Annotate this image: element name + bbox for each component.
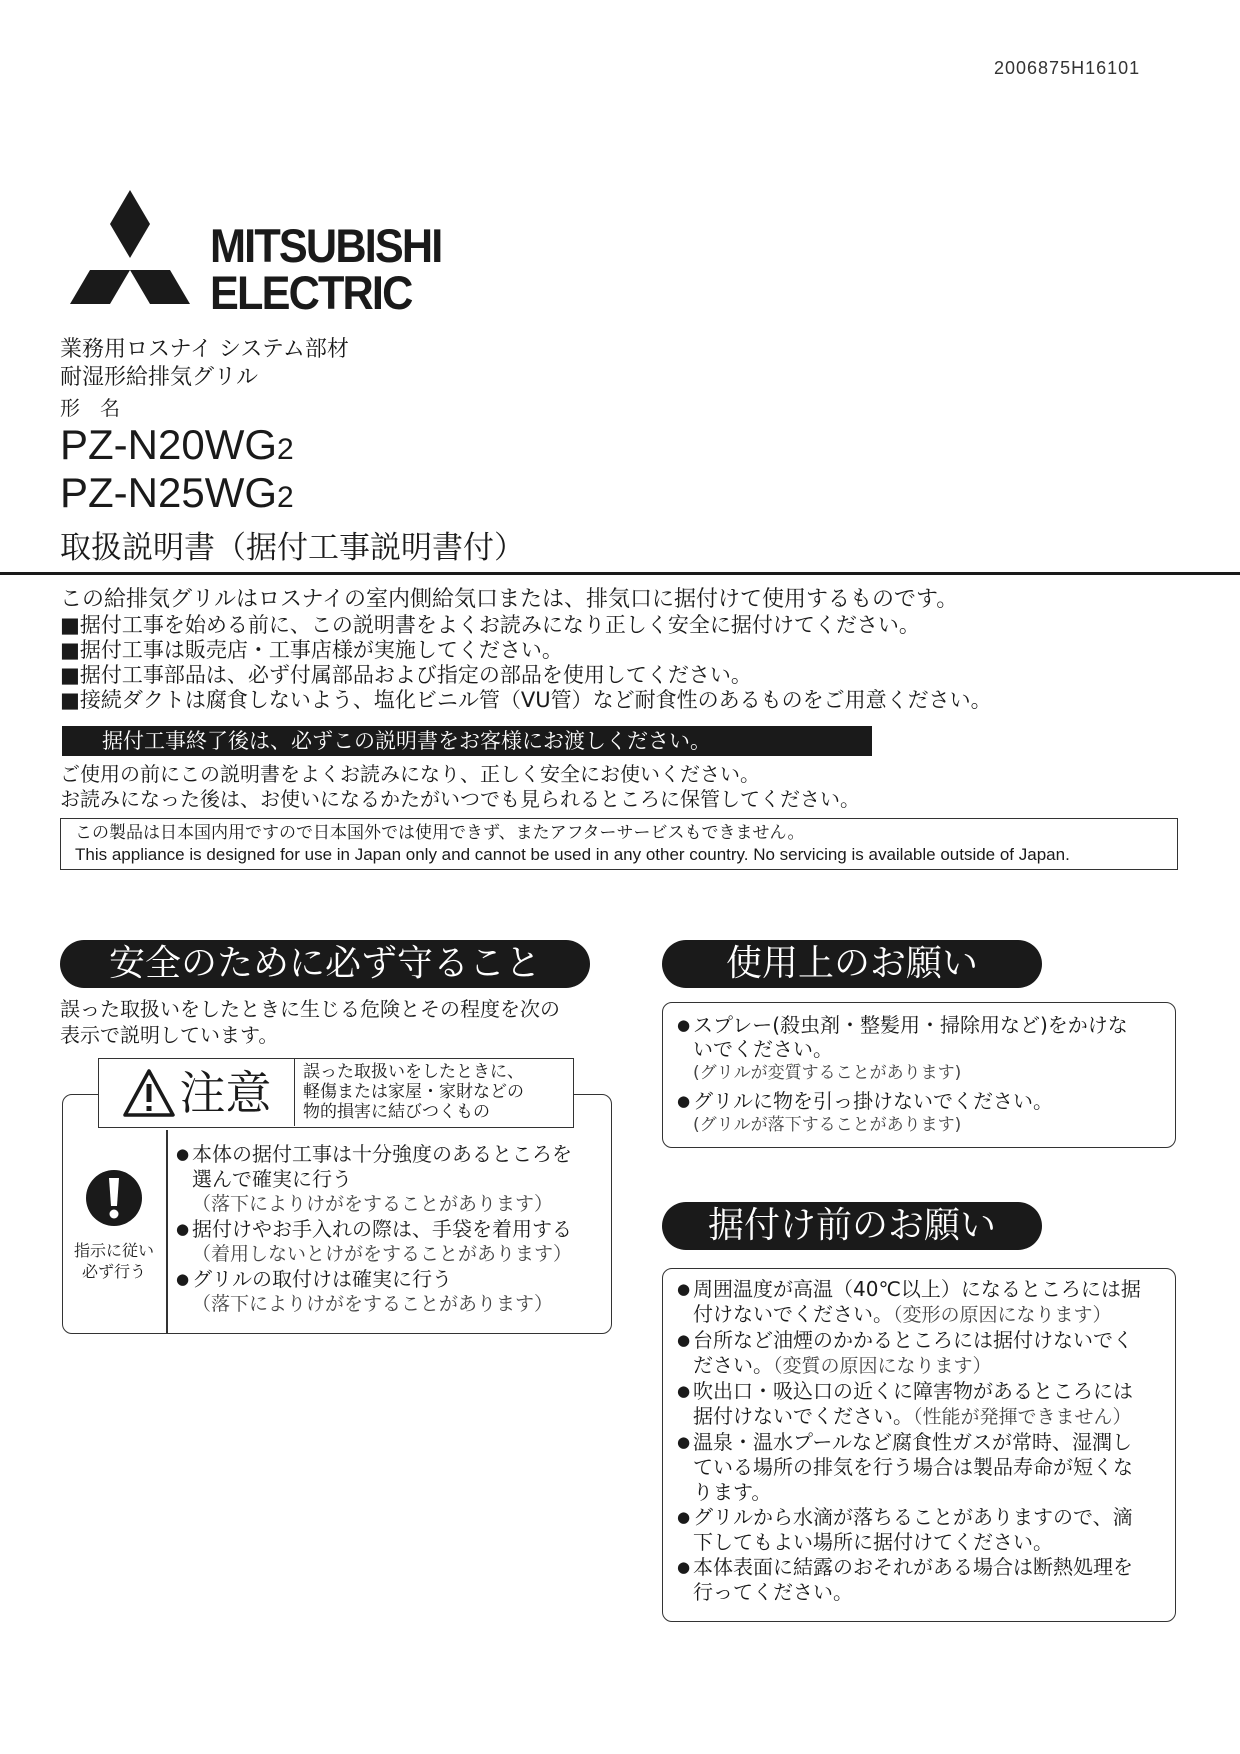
pre-installation-box [662,1268,1176,1622]
prep-item-text: 行ってください。 [693,1580,853,1604]
prior-use-notes [60,762,860,812]
usage-item [677,1013,1175,1085]
intro-line: この給排気グリルはロスナイの室内側給気口または、排気口に据付けて使用するものです。 [60,587,959,612]
prep-item-note: （変質の原因になります） [773,1355,992,1377]
mandatory-label-line: 必ず行う [81,1262,146,1281]
mandatory-action-icon [84,1168,144,1228]
safety-heading: 安全のために必ず守ること [60,940,590,988]
product-category: 業務用ロスナイ システム部材 [60,337,349,362]
prep-item-note: （変形の原因になります） [893,1304,1112,1326]
prep-item-text: ります。 [693,1480,772,1504]
caution-item-note: （着用しないとけがをすることがあります） [192,1243,573,1265]
caution-word: 注意 [179,1065,272,1120]
caution-desc-line: 誤った取扱いをしたときに、 [303,1062,524,1082]
caution-item-text: 選んで確実に行う [192,1167,352,1191]
brand-line2: ELECTRIC [210,266,412,319]
model-label: 形 名 [60,396,120,420]
caution-divider [166,1130,168,1334]
usage-item-text: ● グリルに物を引っ掛けないでください。 [693,1089,1053,1113]
model2-text: PZ-N25WG [60,469,278,516]
caution-label [99,1059,295,1126]
usage-heading: 使用上のお願い [662,940,1042,988]
caution-items [176,1142,606,1317]
document-code: 2006875H16101 [994,58,1141,78]
caution-title-box [98,1058,574,1128]
prep-item-text: ● 温泉・温水プールなど腐食性ガスが常時、湿潤し [693,1430,1132,1454]
pre-installation-heading: 据付け前のお願い [662,1202,1042,1250]
caution-item-text: ● 据付けやお手入れの際は、手袋を着用する [192,1217,572,1241]
warning-triangle-icon [122,1068,176,1118]
usage-item-note: (グリルが変質することがあります) [693,1063,962,1083]
japan-notice-ja: この製品は日本国内用ですので日本国外では使用できず、またアフターサービスもできません。 [75,823,805,843]
model-number-1 [60,422,294,473]
prep-item-text: ● 周囲温度が高温（40℃以上）になるところには据 [693,1277,1141,1301]
intro-line: ■据付工事は販売店・工事店様が実施してください。 [60,638,563,662]
prep-item-text: ● 台所など油煙のかかるところには据付けないでく [693,1328,1133,1352]
model-number-2 [60,470,294,521]
caution-item-text: ● グリルの取付けは確実に行う [192,1267,452,1291]
product-name: 耐湿形給排気グリル [60,365,259,390]
usage-item-note: (グリルが落下することがあります) [693,1115,962,1135]
prep-item-text: 据付けないでください。 [693,1404,913,1428]
handover-banner: 据付工事終了後は、必ずこの説明書をお客様にお渡しください。 [62,726,872,756]
mandatory-label-line: 指示に従い [73,1241,154,1260]
brand-line1: MITSUBISHI [210,219,442,272]
prep-item [677,1328,1175,1379]
intro-line: ■据付工事を始める前に、この説明書をよくお読みになり正しく安全に据付けてください。 [60,613,920,637]
document-title: 取扱説明書（据付工事説明書付） [60,530,525,566]
caution-description [303,1062,524,1122]
brand-wordmark [210,219,442,319]
prep-item-text: ● 本体表面に結露のおそれがある場合は断熱処理を [693,1555,1133,1579]
prep-item-text: ている場所の排気を行う場合は製品寿命が短くな [693,1455,1133,1479]
model1-suffix: 2 [277,433,294,466]
title-rule [0,572,1240,575]
caution-desc-line: 軽傷または家屋・家財などの [303,1082,524,1102]
prep-item [677,1555,1175,1605]
prep-item-text: ● グリルから水滴が落ちることがありますので、滴 [693,1505,1133,1529]
model2-suffix: 2 [277,481,294,514]
safety-intro-line: 誤った取扱いをしたときに生じる危険とその程度を次の [60,997,560,1021]
japan-only-notice [60,818,1178,870]
caution-item-text: ● 本体の据付工事は十分強度のあるところを [192,1142,572,1166]
safety-intro-line: 表示で説明しています。 [60,1023,279,1047]
prep-item-text: 付けないでください。 [693,1302,893,1326]
caution-item [176,1217,606,1267]
caution-item-note: （落下によりけがをすることがあります） [192,1293,554,1315]
safety-intro [60,996,560,1048]
prep-item-note: （性能が発揮できません） [913,1406,1132,1428]
japan-notice-en: This appliance is designed for use in Japan only and cannot be used in any other country. No servicing is available outside of Japan. [75,845,1070,864]
usage-item-text: ● スプレー(殺虫剤・整髪用・掃除用など)をかけな [693,1013,1128,1037]
caution-item-note: （落下によりけがをすることがあります） [192,1193,554,1215]
caution-item [176,1142,606,1217]
usage-item [677,1089,1175,1137]
prep-item [677,1379,1175,1430]
prior-line: お読みになった後は、お使いになるかたがいつでも見られるところに保管してください。 [60,787,860,811]
intro-line: ■据付工事部品は、必ず付属部品および指定の部品を使用してください。 [60,663,752,687]
caution-item [176,1267,606,1317]
prior-line: ご使用の前にこの説明書をよくお読みになり、正しく安全にお使いください。 [60,762,760,786]
prep-item-text: ださい。 [693,1353,773,1377]
intro-text [60,586,992,713]
intro-line: ■接続ダクトは腐食しないよう、塩化ビニル管（VU管）など耐食性のあるものをご用意ください。 [60,688,992,712]
usage-notes-box [662,1002,1176,1148]
caution-desc-line: 物的損害に結びつくもの [303,1102,490,1122]
model1-text: PZ-N20WG [60,421,278,468]
prep-item [677,1277,1175,1328]
prep-item [677,1505,1175,1555]
prep-item [677,1430,1175,1505]
mandatory-label [64,1240,164,1282]
prep-item-text: ● 吹出口・吸込口の近くに障害物があるところには [693,1379,1133,1403]
three-diamonds-logo [60,190,200,310]
usage-item-text: いでください。 [693,1037,833,1061]
prep-item-text: 下してもよい場所に据付けてください。 [693,1530,1053,1554]
